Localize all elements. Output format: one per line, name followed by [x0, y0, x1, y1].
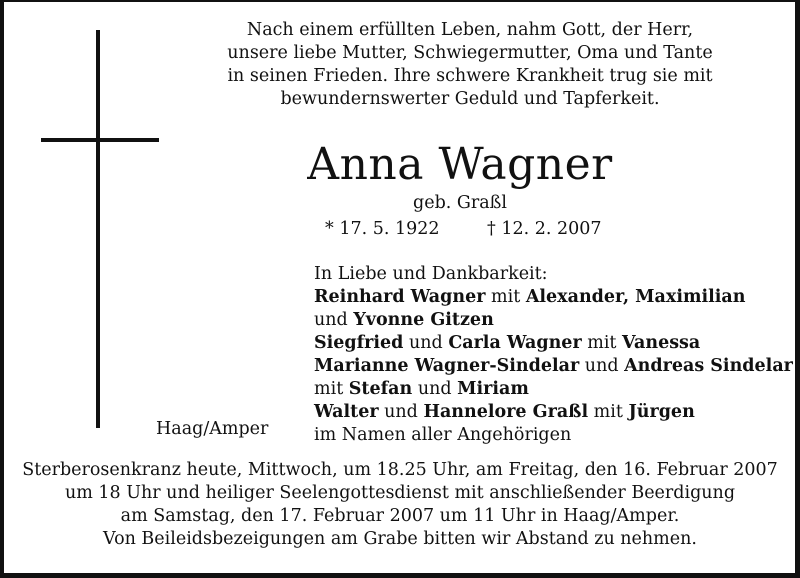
- intro-line: bewundernswerter Geduld und Tapferkeit.: [280, 89, 660, 109]
- family-connector-text: und: [412, 379, 458, 399]
- family-connector-text: mit: [485, 287, 526, 307]
- birth-date: * 17. 5. 1922: [325, 219, 440, 239]
- family-connector-text: und: [314, 310, 354, 330]
- cross-icon-crossbar: [41, 138, 159, 142]
- family-member-name: Stefan: [348, 379, 413, 399]
- family-member-name: Walter: [314, 402, 379, 422]
- family-connector-text: mit: [314, 379, 349, 399]
- cross-icon: [96, 30, 100, 428]
- family-member-name: Hannelore Graßl: [423, 402, 589, 422]
- family-member-name: Marianne Wagner-Sindelar: [314, 356, 580, 376]
- family-connector-text: mit: [581, 333, 623, 353]
- service-line: Von Beileidsbezeigungen am Grabe bitten wir Abstand zu nehmen.: [103, 529, 697, 549]
- birth-name: geb. Graßl: [413, 193, 507, 213]
- intro-line: in seinen Frieden. Ihre schwere Krankheit trug sie mit: [227, 66, 713, 86]
- family-member-name: Yvonne Gitzen: [353, 310, 494, 330]
- family-connector-text: und: [579, 356, 625, 376]
- family-member-name: Alexander, Maximilian: [525, 287, 746, 307]
- family-member-line: [314, 332, 793, 355]
- family-intro: In Liebe und Dankbarkeit:: [314, 264, 548, 284]
- service-line: Sterberosenkranz heute, Mittwoch, um 18.25 Uhr, am Freitag, den 16. Februar 2007: [22, 460, 778, 480]
- family-member-name: Carla Wagner: [448, 333, 582, 353]
- family-member-line: [314, 355, 793, 378]
- intro-line: unsere liebe Mutter, Schwiegermutter, Oma und Tante: [227, 43, 713, 63]
- family-member-line: [314, 401, 793, 424]
- family-member-line: [314, 309, 793, 332]
- family-member-line: [314, 286, 793, 309]
- family-member-name: Jürgen: [628, 402, 695, 422]
- family-member-name: Miriam: [457, 379, 529, 399]
- intro-line: Nach einem erfüllten Leben, nahm Gott, der Herr,: [246, 20, 694, 40]
- intro-text: [200, 19, 740, 111]
- place-name: Haag/Amper: [156, 419, 269, 439]
- family-connector-text: und: [403, 333, 449, 353]
- service-line: am Samstag, den 17. Februar 2007 um 11 Uhr in Haag/Amper.: [120, 506, 680, 526]
- family-member-name: Andreas Sindelar: [624, 356, 793, 376]
- service-line: um 18 Uhr und heiliger Seelengottesdienst mit anschließender Beerdigung: [64, 483, 736, 503]
- family-member-name: Vanessa: [622, 333, 701, 353]
- family-connector-text: und: [378, 402, 424, 422]
- family-closing: im Namen aller Angehörigen: [314, 425, 572, 445]
- deceased-name: Anna Wagner: [307, 139, 613, 190]
- family-member-line: [314, 378, 793, 401]
- service-details: [20, 459, 780, 551]
- family-member-name: Siegfried: [314, 333, 404, 353]
- family-list: [314, 263, 793, 447]
- death-date: † 12. 2. 2007: [487, 219, 602, 239]
- family-connector-text: mit: [588, 402, 629, 422]
- family-member-name: Reinhard Wagner: [314, 287, 486, 307]
